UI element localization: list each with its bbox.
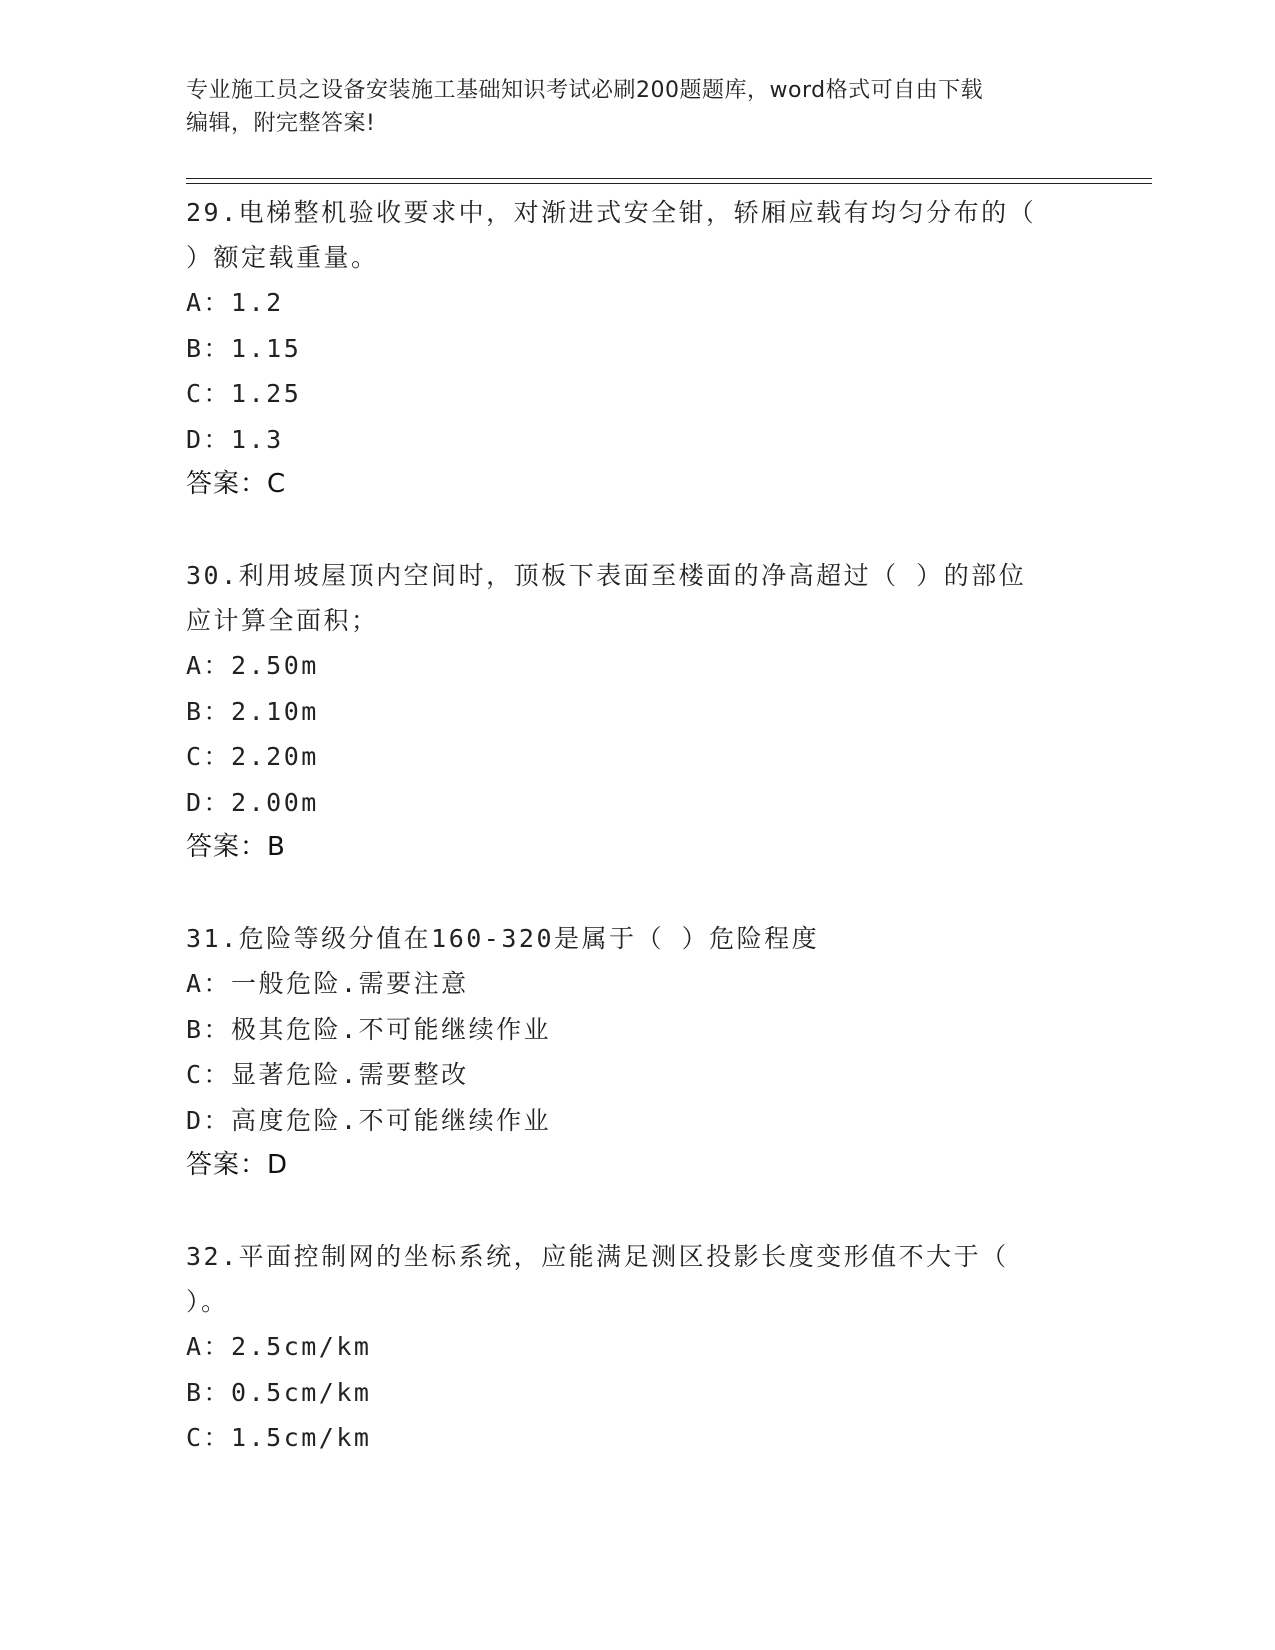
option-a: A：2.50m	[186, 651, 319, 680]
answer: 答案：D	[186, 1150, 289, 1180]
option-d: D：1.3	[186, 424, 284, 454]
header-line-1: 专业施工员之设备安装施工基础知识考试必刷200题题库，word格式可自由下载	[186, 78, 984, 103]
question-spacer	[186, 870, 1086, 916]
document-header	[186, 74, 1066, 140]
option-a: A：2.5cm/km	[186, 1332, 372, 1361]
option-a: A：1.2	[186, 288, 284, 317]
option-c: C：1.5cm/km	[186, 1423, 372, 1452]
question-30	[186, 553, 1086, 870]
question-32	[186, 1234, 1086, 1461]
answer: 答案：B	[186, 832, 286, 862]
option-a: A：一般危险.需要注意	[186, 969, 469, 998]
option-b: B：0.5cm/km	[186, 1377, 372, 1407]
option-c: C：2.20m	[186, 742, 319, 771]
header-line-2: 编辑，附完整答案!	[186, 111, 376, 136]
question-29	[186, 190, 1086, 507]
question-text-continued: ）额定载重量。	[186, 243, 379, 272]
option-c: C：1.25	[186, 379, 302, 408]
header-divider-top	[186, 178, 1152, 179]
option-b: B：极其危险.不可能继续作业	[186, 1014, 552, 1044]
option-d: D：2.00m	[186, 787, 319, 817]
header-divider-bottom	[186, 183, 1152, 184]
question-text-continued: 应计算全面积；	[186, 606, 379, 635]
question-text: 31.危险等级分值在160-320是属于（ ）危险程度	[186, 924, 820, 953]
option-b: B：2.10m	[186, 696, 319, 726]
question-spacer	[186, 1188, 1086, 1234]
option-b: B：1.15	[186, 333, 302, 363]
answer: 答案：C	[186, 469, 287, 499]
question-31	[186, 916, 1086, 1188]
question-list	[186, 190, 1086, 1461]
question-text: 29.电梯整机验收要求中，对渐进式安全钳，轿厢应载有均匀分布的（	[186, 198, 1037, 227]
question-text-continued: ）。	[186, 1287, 229, 1316]
option-c: C：显著危险.需要整改	[186, 1060, 469, 1089]
question-text: 32.平面控制网的坐标系统，应能满足测区投影长度变形值不大于（	[186, 1242, 1009, 1271]
question-spacer	[186, 507, 1086, 553]
option-d: D：高度危险.不可能继续作业	[186, 1105, 552, 1135]
question-text: 30.利用坡屋顶内空间时，顶板下表面至楼面的净高超过（ ）的部位	[186, 561, 1027, 590]
